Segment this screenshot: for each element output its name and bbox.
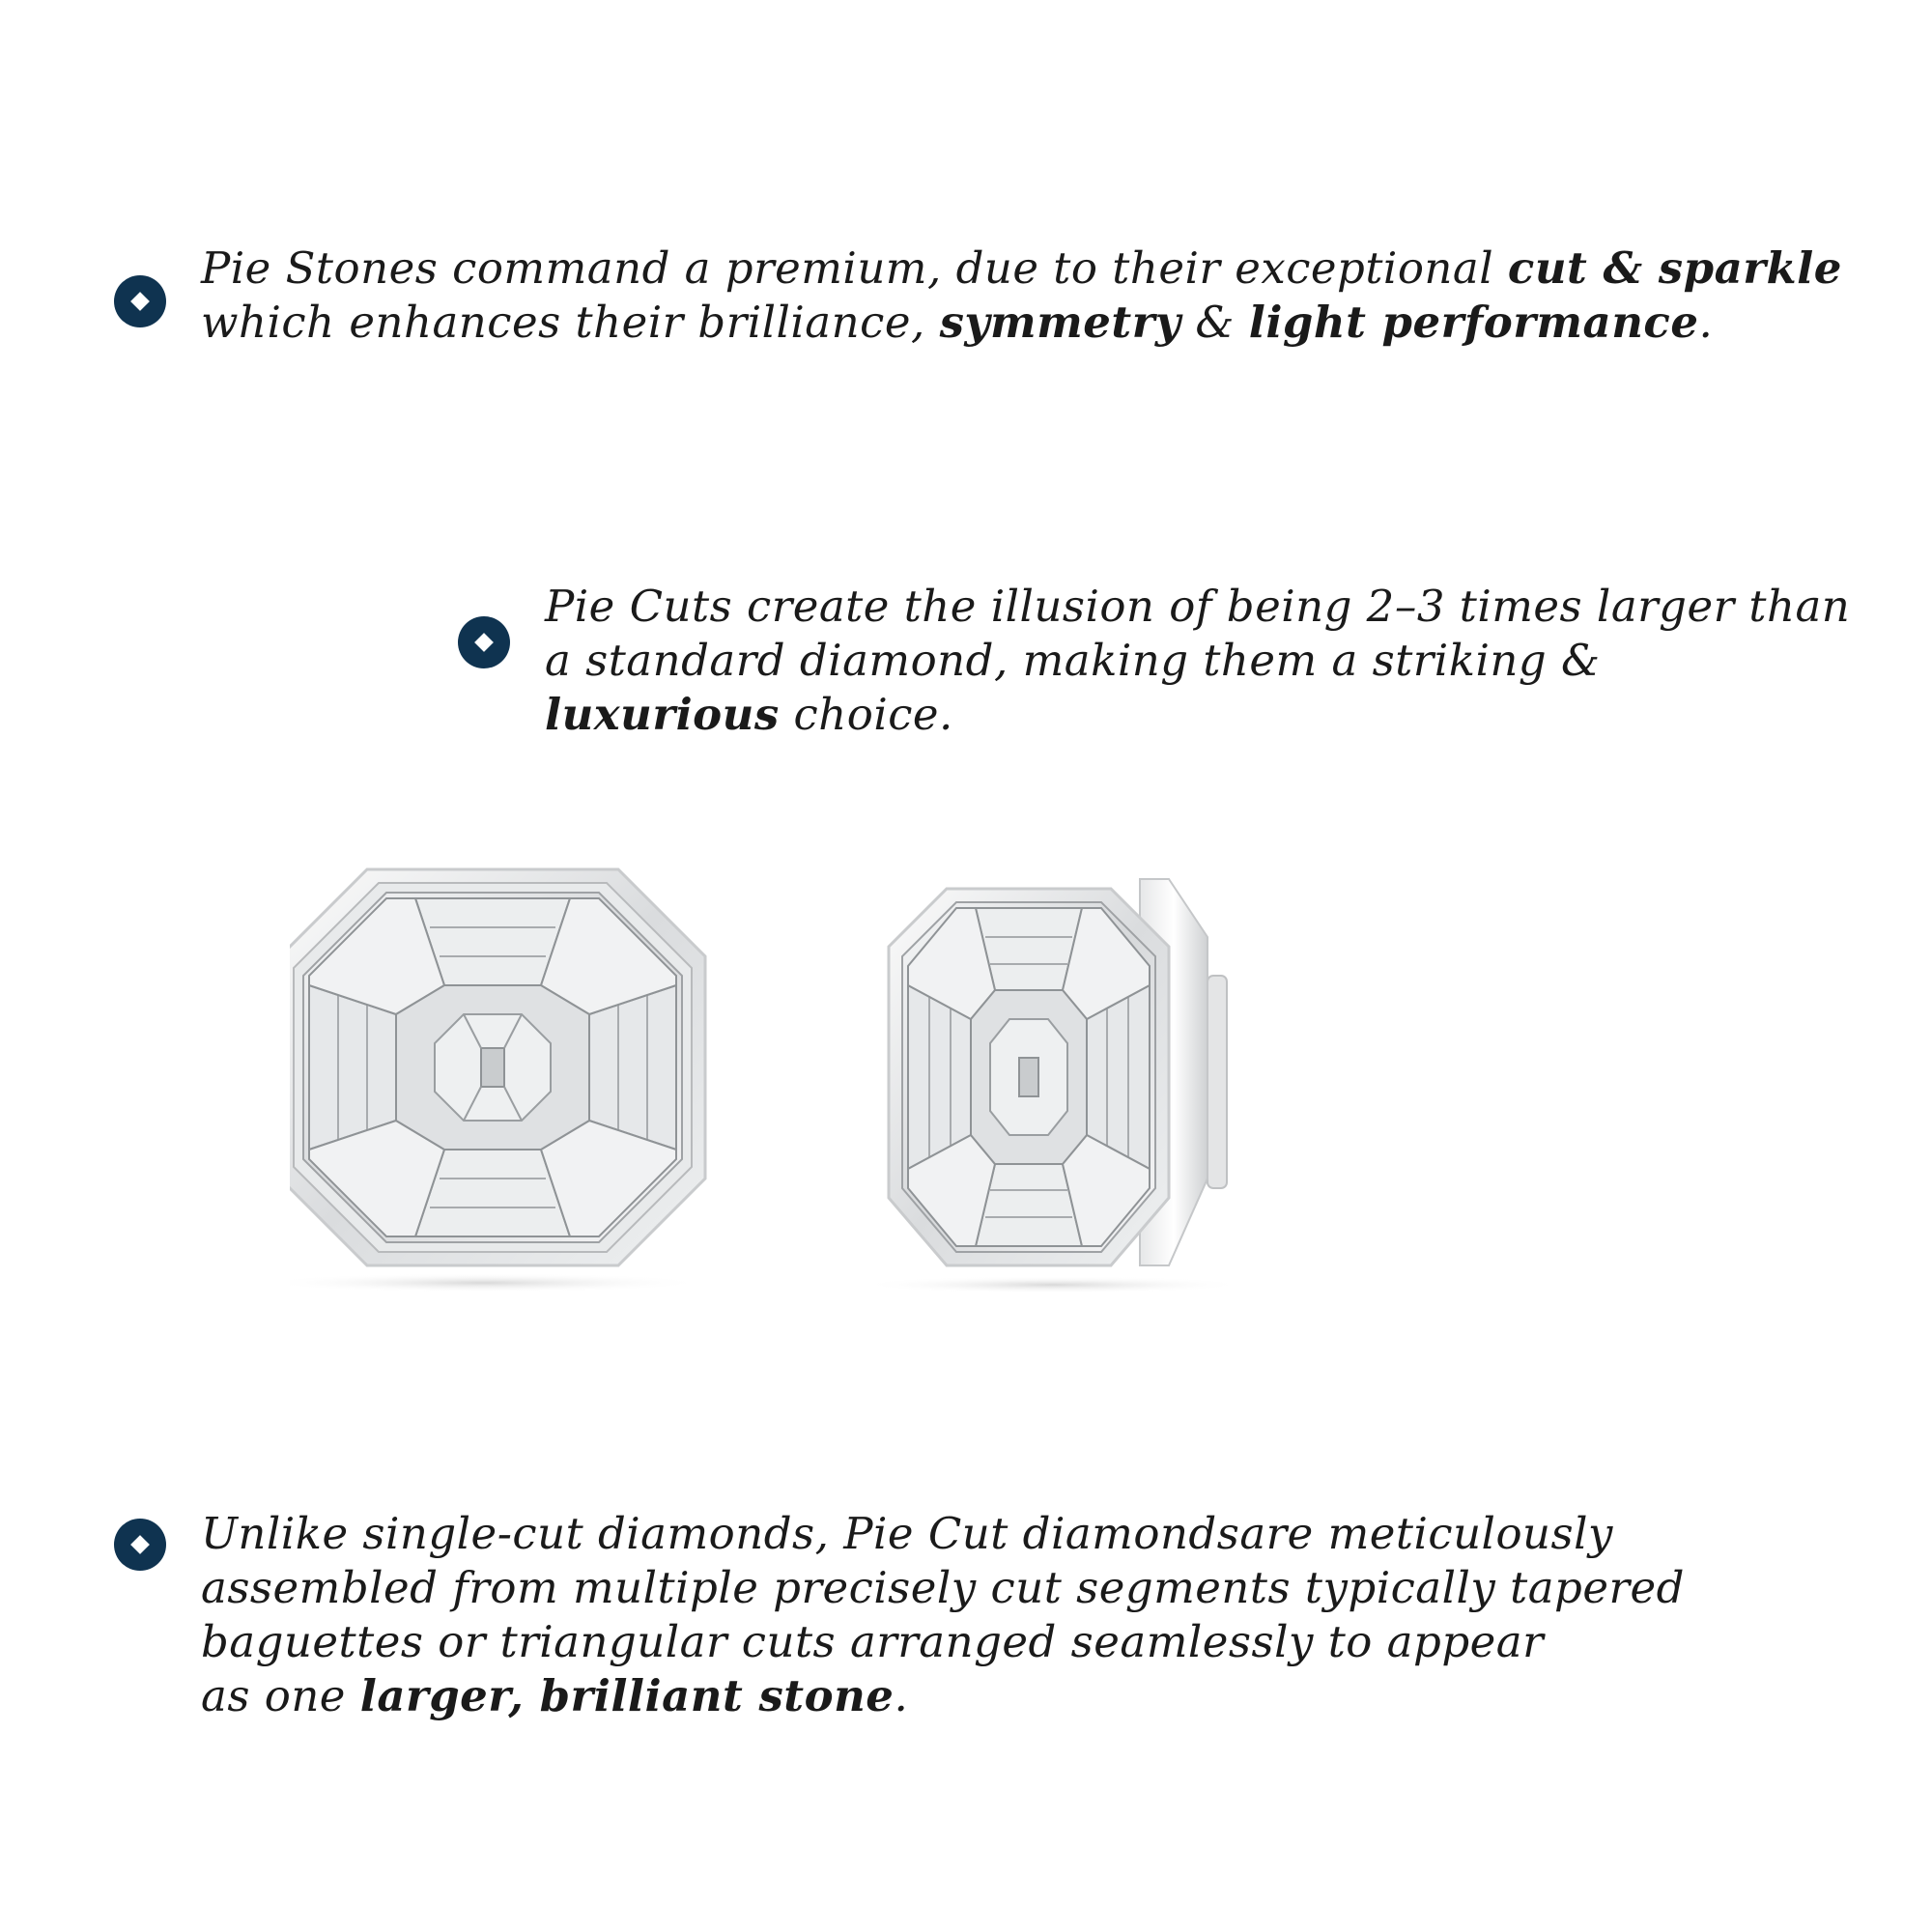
text-run: Pie Cuts create the illusion of being 2–3 times larger than	[545, 581, 1851, 632]
text-run: Unlike single-cut diamonds, Pie Cut diamondsare meticulously	[201, 1508, 1613, 1559]
feature-text-line	[201, 1669, 1685, 1723]
feature-text-3	[201, 1507, 1685, 1723]
text-run: .	[1698, 297, 1714, 348]
feature-bullet-2	[458, 580, 1850, 742]
text-run-bold: light performance	[1248, 297, 1699, 348]
feature-text-2	[545, 580, 1850, 742]
text-run: assembled from multiple precisely cut segments typically tapered	[201, 1562, 1685, 1613]
text-run: which enhances their brilliance,	[201, 297, 940, 348]
text-run: baguettes or triangular cuts arranged seamlessly to appear	[201, 1616, 1545, 1667]
feature-text-1	[201, 242, 1842, 350]
feature-text-line	[201, 1507, 1685, 1561]
diamond-bullet-icon	[114, 275, 166, 327]
text-run-bold: larger, brilliant stone	[359, 1670, 895, 1721]
diamond-bullet-icon	[458, 616, 510, 668]
text-run: Pie Stones command a premium, due to their exceptional	[201, 242, 1508, 294]
text-run: .	[894, 1670, 909, 1721]
feature-text-line	[201, 1561, 1685, 1615]
diamond-stud-earrings-image	[290, 860, 1391, 1323]
diamond-bullet-icon	[114, 1519, 166, 1571]
text-run: a standard diamond, making them a striking &	[545, 635, 1601, 686]
text-run-bold: symmetry	[939, 297, 1181, 348]
text-run: &	[1180, 297, 1249, 348]
feature-text-line	[545, 634, 1850, 688]
feature-text-line	[201, 296, 1842, 350]
feature-text-line	[545, 580, 1850, 634]
text-run: as one	[201, 1670, 360, 1721]
left-earring	[290, 869, 705, 1293]
text-run-bold: cut & sparkle	[1507, 242, 1842, 294]
feature-text-line	[201, 242, 1842, 296]
feature-text-line	[201, 1615, 1685, 1669]
feature-bullet-3	[114, 1507, 1685, 1723]
text-run-bold: luxurious	[545, 689, 780, 740]
feature-bullet-1	[114, 242, 1842, 350]
text-run: choice.	[779, 689, 953, 740]
feature-text-line	[545, 688, 1850, 742]
right-earring	[860, 879, 1246, 1293]
